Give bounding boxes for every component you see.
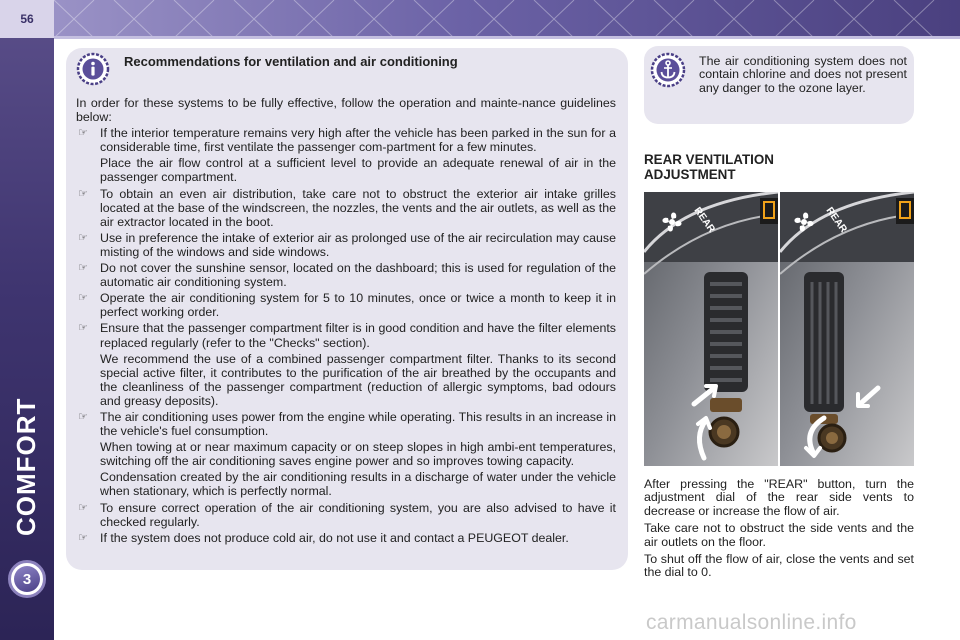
pointing-hand-icon: ☞ — [78, 127, 88, 140]
pointing-hand-icon: ☞ — [78, 292, 88, 305]
rear-ventilation-heading: REAR VENTILATION ADJUSTMENT — [644, 152, 774, 182]
recommendations-body — [76, 96, 616, 547]
recommendation-item: ☞ If the system does not produce cold air, do not use it and contact a PEUGEOT dealer. — [78, 530, 569, 545]
page-number: 56 — [0, 0, 54, 38]
rear-ventilation-instructions — [644, 478, 914, 584]
pointing-hand-icon: ☞ — [78, 501, 88, 514]
info-icon — [76, 52, 110, 86]
recommendation-note: When towing at or near maximum capacity or on steep slopes in high ambi-ent temperatures, switching off the air conditioning saves engine power and so improves towing capacity. — [100, 440, 616, 469]
header-pattern — [54, 0, 960, 38]
recommendation-item: ☞ If the interior temperature remains very high after the vehicle has been parked in the sun for a considerable time, first ventilate the passenger com-partment for a few minutes. — [78, 126, 616, 155]
recommendation-note: We recommend the use of a combined passenger compartment filter. Thanks to its second special active filter, it contributes to the purification of the air breathed by the occupants and the cleanliness of the passenger compartment (reduction of allergic symptoms, bad odours and greasy deposits). — [100, 351, 616, 408]
rear-instruction: To shut off the flow of air, close the vents and set the dial to 0. — [644, 552, 914, 580]
recommendation-item: ☞ Do not cover the sunshine sensor, located on the dashboard; this is used for regulation of the automatic air conditioning system. — [78, 261, 616, 290]
recommendation-item: ☞ Operate the air conditioning system for 5 to 10 minutes, once or twice a month to keep it in perfect working order. — [78, 291, 616, 320]
recommendation-note: Condensation created by the air conditioning results in a discharge of water under the vehicle when stationary, which is perfectly normal. — [100, 470, 616, 499]
recommendation-item: ☞ Ensure that the passenger compartment filter is in good condition and have the filter elements replaced regularly (refer to the "Checks" section). — [78, 321, 616, 350]
chapter-number: 3 — [14, 566, 40, 592]
recommendation-item: ☞ Use in preference the intake of exterior air as prolonged use of the air recirculation may cause misting of the windows and side windows. — [78, 230, 616, 259]
rear-vent-photo-decrease — [644, 192, 778, 466]
recommendation-item: ☞ The air conditioning uses power from the engine while operating. This results in an increase in the vehicle's fuel consumption. — [78, 409, 616, 439]
recommendation-item: ☞ To obtain an even air distribution, take care not to obstruct the exterior air intake grilles located at the base of the windscreen, the nozzles, the vents and the air outlets, as well as the air extractor located in the boot. — [78, 186, 616, 229]
chapter-badge — [8, 560, 46, 598]
pointing-hand-icon: ☞ — [78, 531, 88, 544]
recommendation-item: ☞ To ensure correct operation of the air conditioning system, you are also advised to have it checked regularly. — [78, 500, 616, 529]
pointing-hand-icon: ☞ — [78, 231, 88, 244]
header-rule — [54, 36, 960, 39]
rear-vent-photo-increase — [780, 192, 914, 466]
watermark: carmanualsonline.info — [646, 611, 857, 634]
pointing-hand-icon: ☞ — [78, 262, 88, 275]
anchor-eco-icon — [650, 52, 686, 88]
recommendations-intro: In order for these systems to be fully effective, follow the operation and mainte-nance guidelines below: — [76, 96, 616, 125]
pointing-hand-icon: ☞ — [78, 410, 88, 423]
sidebar — [0, 0, 54, 640]
rear-button-label: REAR — [691, 205, 717, 235]
rear-instruction: After pressing the "REAR" button, turn the adjustment dial of the rear side vents to decrease or increase the flow of air. — [644, 477, 914, 518]
recommendation-note: Place the air flow control at a sufficient level to provide an adequate renewal of air in the passenger compartment. — [100, 156, 616, 185]
eco-note-text: The air conditioning system does not contain chlorine and does not present any danger to the ozone layer. — [699, 54, 907, 95]
header-bar — [54, 0, 960, 38]
section-title: COMFORT — [11, 397, 41, 536]
recommendations-title: Recommendations for ventilation and air conditioning — [124, 54, 458, 69]
pointing-hand-icon: ☞ — [78, 322, 88, 335]
rear-button-label: REAR — [823, 205, 849, 235]
pointing-hand-icon: ☞ — [78, 187, 88, 200]
rear-instruction: Take care not to obstruct the side vents and the air outlets on the floor. — [644, 521, 914, 549]
